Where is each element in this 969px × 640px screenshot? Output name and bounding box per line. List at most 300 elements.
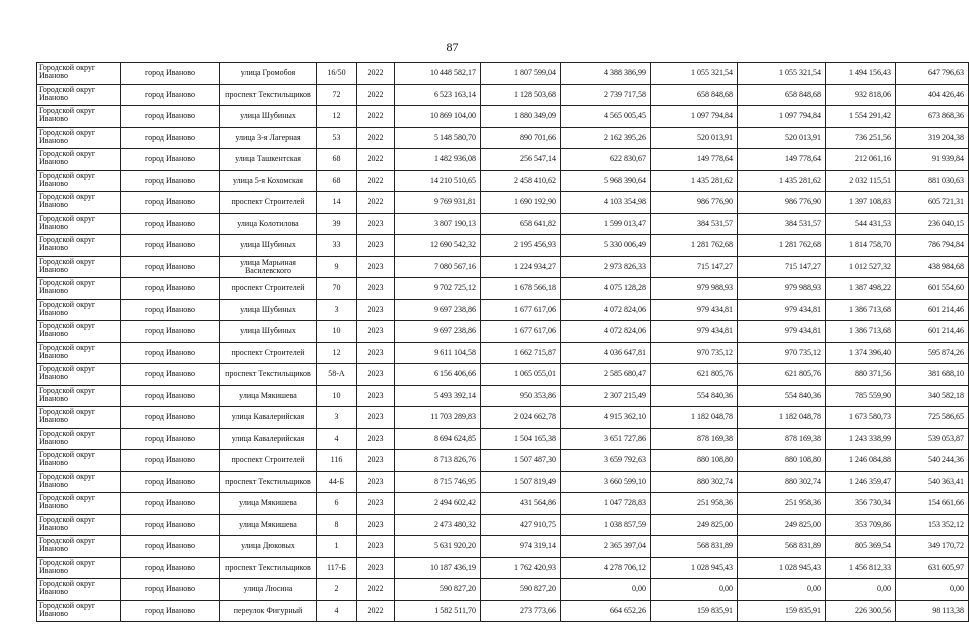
year-cell: 2023 bbox=[357, 364, 395, 386]
amount-col7-cell: 540 363,41 bbox=[896, 471, 969, 493]
amount-col7-cell: 98 113,38 bbox=[896, 600, 969, 622]
amount-col6-cell: 356 730,34 bbox=[826, 493, 896, 515]
amount-col4-cell: 979 988,93 bbox=[651, 278, 738, 300]
city-cell: город Иваново bbox=[121, 600, 220, 622]
amount-col5-cell: 658 848,68 bbox=[738, 84, 826, 106]
street-cell: проспект Строителей bbox=[220, 192, 317, 214]
amount-col3-cell: 622 830,67 bbox=[561, 149, 651, 171]
amount-col5-cell: 1 281 762,68 bbox=[738, 235, 826, 257]
table-row bbox=[37, 536, 969, 558]
total-cost-cell: 9 769 931,81 bbox=[395, 192, 481, 214]
city-cell: город Иваново bbox=[121, 450, 220, 472]
amount-col5-cell: 715 147,27 bbox=[738, 256, 826, 278]
amount-col6-cell: 1 814 758,70 bbox=[826, 235, 896, 257]
table-row bbox=[37, 557, 969, 579]
street-cell: проспект Текстильщиков bbox=[220, 364, 317, 386]
amount-col3-cell: 1 047 728,83 bbox=[561, 493, 651, 515]
table-row bbox=[37, 407, 969, 429]
city-cell: город Иваново bbox=[121, 342, 220, 364]
table-row bbox=[37, 192, 969, 214]
table-row bbox=[37, 149, 969, 171]
district-cell: Городской округ Иваново bbox=[37, 192, 121, 214]
amount-col2-cell: 2 024 662,78 bbox=[481, 407, 561, 429]
amount-col2-cell: 890 701,66 bbox=[481, 127, 561, 149]
year-cell: 2023 bbox=[357, 471, 395, 493]
house-number-cell: 44-Б bbox=[317, 471, 357, 493]
amount-col4-cell: 0,00 bbox=[651, 579, 738, 601]
district-cell: Городской округ Иваново bbox=[37, 106, 121, 128]
district-cell: Городской округ Иваново bbox=[37, 364, 121, 386]
total-cost-cell: 6 523 163,14 bbox=[395, 84, 481, 106]
house-number-cell: 3 bbox=[317, 299, 357, 321]
street-cell: улица Дюковых bbox=[220, 536, 317, 558]
amount-col2-cell: 1 807 599,04 bbox=[481, 63, 561, 85]
district-cell: Городской округ Иваново bbox=[37, 450, 121, 472]
city-cell: город Иваново bbox=[121, 192, 220, 214]
amount-col2-cell: 1 690 192,90 bbox=[481, 192, 561, 214]
amount-col5-cell: 0,00 bbox=[738, 579, 826, 601]
amount-col2-cell: 974 319,14 bbox=[481, 536, 561, 558]
year-cell: 2022 bbox=[357, 170, 395, 192]
table-row bbox=[37, 600, 969, 622]
year-cell: 2022 bbox=[357, 127, 395, 149]
street-cell: улица Шубиных bbox=[220, 299, 317, 321]
total-cost-cell: 1 482 936,08 bbox=[395, 149, 481, 171]
amount-col5-cell: 880 302,74 bbox=[738, 471, 826, 493]
total-cost-cell: 5 493 392,14 bbox=[395, 385, 481, 407]
amount-col2-cell: 2 195 456,93 bbox=[481, 235, 561, 257]
amount-col3-cell: 5 330 006,49 bbox=[561, 235, 651, 257]
city-cell: город Иваново bbox=[121, 364, 220, 386]
amount-col2-cell: 590 827,20 bbox=[481, 579, 561, 601]
amount-col5-cell: 568 831,89 bbox=[738, 536, 826, 558]
amount-col5-cell: 249 825,00 bbox=[738, 514, 826, 536]
amount-col6-cell: 1 374 396,40 bbox=[826, 342, 896, 364]
district-cell: Городской округ Иваново bbox=[37, 600, 121, 622]
amount-col3-cell: 2 739 717,58 bbox=[561, 84, 651, 106]
amount-col4-cell: 568 831,89 bbox=[651, 536, 738, 558]
amount-col5-cell: 979 988,93 bbox=[738, 278, 826, 300]
amount-col3-cell: 4 278 706,12 bbox=[561, 557, 651, 579]
amount-col2-cell: 2 458 410,62 bbox=[481, 170, 561, 192]
amount-col6-cell: 1 494 156,43 bbox=[826, 63, 896, 85]
total-cost-cell: 6 156 406,66 bbox=[395, 364, 481, 386]
table-row bbox=[37, 364, 969, 386]
amount-col6-cell: 1 386 713,68 bbox=[826, 299, 896, 321]
amount-col7-cell: 319 204,38 bbox=[896, 127, 969, 149]
amount-col7-cell: 404 426,46 bbox=[896, 84, 969, 106]
year-cell: 2023 bbox=[357, 256, 395, 278]
year-cell: 2023 bbox=[357, 407, 395, 429]
amount-col4-cell: 520 013,91 bbox=[651, 127, 738, 149]
amount-col4-cell: 979 434,81 bbox=[651, 299, 738, 321]
city-cell: город Иваново bbox=[121, 299, 220, 321]
amount-col3-cell: 2 365 397,04 bbox=[561, 536, 651, 558]
city-cell: город Иваново bbox=[121, 149, 220, 171]
table-row bbox=[37, 235, 969, 257]
total-cost-cell: 2 494 602,42 bbox=[395, 493, 481, 515]
amount-col4-cell: 986 776,90 bbox=[651, 192, 738, 214]
city-cell: город Иваново bbox=[121, 235, 220, 257]
amount-col7-cell: 236 040,15 bbox=[896, 213, 969, 235]
amount-col4-cell: 979 434,81 bbox=[651, 321, 738, 343]
amount-col7-cell: 340 582,18 bbox=[896, 385, 969, 407]
amount-col2-cell: 1 065 055,01 bbox=[481, 364, 561, 386]
amount-col7-cell: 154 661,66 bbox=[896, 493, 969, 515]
total-cost-cell: 2 473 480,32 bbox=[395, 514, 481, 536]
table-row bbox=[37, 299, 969, 321]
amount-col2-cell: 256 547,14 bbox=[481, 149, 561, 171]
amount-col7-cell: 725 586,65 bbox=[896, 407, 969, 429]
amount-col6-cell: 1 243 338,99 bbox=[826, 428, 896, 450]
amount-col3-cell: 0,00 bbox=[561, 579, 651, 601]
house-number-cell: 16/50 bbox=[317, 63, 357, 85]
amount-col2-cell: 1 504 165,38 bbox=[481, 428, 561, 450]
year-cell: 2023 bbox=[357, 514, 395, 536]
house-number-cell: 6 bbox=[317, 493, 357, 515]
district-cell: Городской округ Иваново bbox=[37, 170, 121, 192]
street-cell: улица Шубиных bbox=[220, 106, 317, 128]
housing-repair-table bbox=[36, 62, 969, 622]
amount-col6-cell: 2 032 115,51 bbox=[826, 170, 896, 192]
city-cell: город Иваново bbox=[121, 407, 220, 429]
amount-col6-cell: 736 251,56 bbox=[826, 127, 896, 149]
year-cell: 2023 bbox=[357, 321, 395, 343]
amount-col5-cell: 149 778,64 bbox=[738, 149, 826, 171]
amount-col2-cell: 1 677 617,06 bbox=[481, 299, 561, 321]
table-row bbox=[37, 342, 969, 364]
house-number-cell: 70 bbox=[317, 278, 357, 300]
amount-col7-cell: 381 688,10 bbox=[896, 364, 969, 386]
amount-col7-cell: 786 794,84 bbox=[896, 235, 969, 257]
amount-col5-cell: 986 776,90 bbox=[738, 192, 826, 214]
amount-col7-cell: 673 868,36 bbox=[896, 106, 969, 128]
amount-col3-cell: 1 038 857,59 bbox=[561, 514, 651, 536]
amount-col4-cell: 249 825,00 bbox=[651, 514, 738, 536]
district-cell: Городской округ Иваново bbox=[37, 536, 121, 558]
table-row bbox=[37, 450, 969, 472]
district-cell: Городской округ Иваново bbox=[37, 127, 121, 149]
amount-col2-cell: 950 353,86 bbox=[481, 385, 561, 407]
amount-col2-cell: 1 677 617,06 bbox=[481, 321, 561, 343]
amount-col4-cell: 1 097 794,84 bbox=[651, 106, 738, 128]
amount-col5-cell: 384 531,57 bbox=[738, 213, 826, 235]
table-row bbox=[37, 213, 969, 235]
amount-col3-cell: 1 599 013,47 bbox=[561, 213, 651, 235]
street-cell: улица Мякишева bbox=[220, 514, 317, 536]
amount-col3-cell: 4 036 647,81 bbox=[561, 342, 651, 364]
amount-col5-cell: 1 097 794,84 bbox=[738, 106, 826, 128]
amount-col4-cell: 1 281 762,68 bbox=[651, 235, 738, 257]
amount-col7-cell: 0,00 bbox=[896, 579, 969, 601]
city-cell: город Иваново bbox=[121, 256, 220, 278]
year-cell: 2022 bbox=[357, 600, 395, 622]
house-number-cell: 2 bbox=[317, 579, 357, 601]
amount-col7-cell: 647 796,63 bbox=[896, 63, 969, 85]
amount-col4-cell: 554 840,36 bbox=[651, 385, 738, 407]
table-row bbox=[37, 106, 969, 128]
amount-col4-cell: 621 805,76 bbox=[651, 364, 738, 386]
amount-col6-cell: 805 369,54 bbox=[826, 536, 896, 558]
year-cell: 2023 bbox=[357, 557, 395, 579]
house-number-cell: 12 bbox=[317, 342, 357, 364]
table-row bbox=[37, 170, 969, 192]
amount-col3-cell: 4 072 824,06 bbox=[561, 299, 651, 321]
amount-col4-cell: 384 531,57 bbox=[651, 213, 738, 235]
table-row bbox=[37, 579, 969, 601]
district-cell: Городской округ Иваново bbox=[37, 407, 121, 429]
year-cell: 2023 bbox=[357, 213, 395, 235]
amount-col4-cell: 658 848,68 bbox=[651, 84, 738, 106]
amount-col3-cell: 2 585 680,47 bbox=[561, 364, 651, 386]
amount-col2-cell: 1 128 503,68 bbox=[481, 84, 561, 106]
total-cost-cell: 11 703 289,83 bbox=[395, 407, 481, 429]
amount-col6-cell: 785 559,90 bbox=[826, 385, 896, 407]
amount-col6-cell: 353 709,86 bbox=[826, 514, 896, 536]
district-cell: Городской округ Иваново bbox=[37, 278, 121, 300]
amount-col5-cell: 159 835,91 bbox=[738, 600, 826, 622]
house-number-cell: 33 bbox=[317, 235, 357, 257]
amount-col6-cell: 1 397 108,83 bbox=[826, 192, 896, 214]
amount-col4-cell: 159 835,91 bbox=[651, 600, 738, 622]
amount-col2-cell: 273 773,66 bbox=[481, 600, 561, 622]
city-cell: город Иваново bbox=[121, 84, 220, 106]
amount-col2-cell: 1 880 349,09 bbox=[481, 106, 561, 128]
year-cell: 2023 bbox=[357, 342, 395, 364]
amount-col4-cell: 715 147,27 bbox=[651, 256, 738, 278]
year-cell: 2023 bbox=[357, 299, 395, 321]
year-cell: 2023 bbox=[357, 536, 395, 558]
year-cell: 2023 bbox=[357, 278, 395, 300]
district-cell: Городской округ Иваново bbox=[37, 493, 121, 515]
amount-col5-cell: 1 055 321,54 bbox=[738, 63, 826, 85]
amount-col6-cell: 932 818,06 bbox=[826, 84, 896, 106]
table-row bbox=[37, 84, 969, 106]
city-cell: город Иваново bbox=[121, 557, 220, 579]
street-cell: улица 3-я Лагерная bbox=[220, 127, 317, 149]
district-cell: Городской округ Иваново bbox=[37, 428, 121, 450]
amount-col2-cell: 658 641,82 bbox=[481, 213, 561, 235]
total-cost-cell: 7 080 567,16 bbox=[395, 256, 481, 278]
house-number-cell: 53 bbox=[317, 127, 357, 149]
table-row bbox=[37, 471, 969, 493]
city-cell: город Иваново bbox=[121, 170, 220, 192]
total-cost-cell: 12 690 542,32 bbox=[395, 235, 481, 257]
street-cell: улица Мякишева bbox=[220, 493, 317, 515]
street-cell: улица 5-я Кохомская bbox=[220, 170, 317, 192]
amount-col7-cell: 539 053,87 bbox=[896, 428, 969, 450]
amount-col2-cell: 1 678 566,18 bbox=[481, 278, 561, 300]
amount-col6-cell: 1 386 713,68 bbox=[826, 321, 896, 343]
amount-col5-cell: 979 434,81 bbox=[738, 299, 826, 321]
amount-col6-cell: 1 456 812,33 bbox=[826, 557, 896, 579]
city-cell: город Иваново bbox=[121, 321, 220, 343]
year-cell: 2022 bbox=[357, 84, 395, 106]
amount-col4-cell: 1 028 945,43 bbox=[651, 557, 738, 579]
table-row bbox=[37, 385, 969, 407]
total-cost-cell: 10 869 104,00 bbox=[395, 106, 481, 128]
amount-col4-cell: 1 435 281,62 bbox=[651, 170, 738, 192]
table-row bbox=[37, 514, 969, 536]
street-cell: улица Люсина bbox=[220, 579, 317, 601]
amount-col5-cell: 979 434,81 bbox=[738, 321, 826, 343]
house-number-cell: 8 bbox=[317, 514, 357, 536]
year-cell: 2022 bbox=[357, 63, 395, 85]
total-cost-cell: 5 148 580,70 bbox=[395, 127, 481, 149]
amount-col3-cell: 2 307 215,49 bbox=[561, 385, 651, 407]
amount-col5-cell: 1 435 281,62 bbox=[738, 170, 826, 192]
street-cell: улица Шубиных bbox=[220, 235, 317, 257]
amount-col6-cell: 1 673 580,73 bbox=[826, 407, 896, 429]
district-cell: Городской округ Иваново bbox=[37, 342, 121, 364]
year-cell: 2022 bbox=[357, 579, 395, 601]
year-cell: 2022 bbox=[357, 192, 395, 214]
street-cell: проспект Строителей bbox=[220, 278, 317, 300]
amount-col6-cell: 1 012 527,32 bbox=[826, 256, 896, 278]
total-cost-cell: 9 697 238,86 bbox=[395, 299, 481, 321]
amount-col4-cell: 1 055 321,54 bbox=[651, 63, 738, 85]
amount-col3-cell: 4 565 005,45 bbox=[561, 106, 651, 128]
street-cell: улица Кавалерийская bbox=[220, 428, 317, 450]
district-cell: Городской округ Иваново bbox=[37, 213, 121, 235]
amount-col2-cell: 431 564,86 bbox=[481, 493, 561, 515]
amount-col3-cell: 4 915 362,10 bbox=[561, 407, 651, 429]
amount-col5-cell: 1 028 945,43 bbox=[738, 557, 826, 579]
amount-col5-cell: 880 108,80 bbox=[738, 450, 826, 472]
amount-col7-cell: 153 352,12 bbox=[896, 514, 969, 536]
amount-col7-cell: 601 554,60 bbox=[896, 278, 969, 300]
amount-col3-cell: 3 659 792,63 bbox=[561, 450, 651, 472]
amount-col3-cell: 2 973 826,33 bbox=[561, 256, 651, 278]
district-cell: Городской округ Иваново bbox=[37, 557, 121, 579]
amount-col2-cell: 427 910,75 bbox=[481, 514, 561, 536]
amount-col2-cell: 1 507 819,49 bbox=[481, 471, 561, 493]
amount-col7-cell: 349 170,72 bbox=[896, 536, 969, 558]
district-cell: Городской округ Иваново bbox=[37, 63, 121, 85]
total-cost-cell: 8 694 624,85 bbox=[395, 428, 481, 450]
house-number-cell: 72 bbox=[317, 84, 357, 106]
city-cell: город Иваново bbox=[121, 514, 220, 536]
total-cost-cell: 9 697 238,86 bbox=[395, 321, 481, 343]
total-cost-cell: 10 448 582,17 bbox=[395, 63, 481, 85]
amount-col7-cell: 595 874,26 bbox=[896, 342, 969, 364]
amount-col7-cell: 605 721,31 bbox=[896, 192, 969, 214]
amount-col2-cell: 1 224 934,27 bbox=[481, 256, 561, 278]
district-cell: Городской округ Иваново bbox=[37, 235, 121, 257]
amount-col5-cell: 970 735,12 bbox=[738, 342, 826, 364]
city-cell: город Иваново bbox=[121, 536, 220, 558]
amount-col7-cell: 601 214,46 bbox=[896, 321, 969, 343]
street-cell: улица Марьиная Василевского bbox=[220, 256, 317, 278]
total-cost-cell: 1 582 511,70 bbox=[395, 600, 481, 622]
amount-col2-cell: 1 507 487,30 bbox=[481, 450, 561, 472]
street-cell: улица Шубиных bbox=[220, 321, 317, 343]
amount-col4-cell: 878 169,38 bbox=[651, 428, 738, 450]
amount-col6-cell: 0,00 bbox=[826, 579, 896, 601]
house-number-cell: 10 bbox=[317, 321, 357, 343]
amount-col3-cell: 664 652,26 bbox=[561, 600, 651, 622]
amount-col5-cell: 251 958,36 bbox=[738, 493, 826, 515]
city-cell: город Иваново bbox=[121, 127, 220, 149]
city-cell: город Иваново bbox=[121, 213, 220, 235]
city-cell: город Иваново bbox=[121, 428, 220, 450]
street-cell: проспект Текстильщиков bbox=[220, 557, 317, 579]
amount-col3-cell: 3 660 599,10 bbox=[561, 471, 651, 493]
district-cell: Городской округ Иваново bbox=[37, 321, 121, 343]
amount-col4-cell: 970 735,12 bbox=[651, 342, 738, 364]
amount-col7-cell: 540 244,36 bbox=[896, 450, 969, 472]
street-cell: проспект Строителей bbox=[220, 342, 317, 364]
table-body bbox=[37, 63, 969, 622]
house-number-cell: 9 bbox=[317, 256, 357, 278]
house-number-cell: 58-А bbox=[317, 364, 357, 386]
total-cost-cell: 9 611 104,58 bbox=[395, 342, 481, 364]
amount-col6-cell: 544 431,53 bbox=[826, 213, 896, 235]
amount-col5-cell: 878 169,38 bbox=[738, 428, 826, 450]
amount-col6-cell: 226 300,56 bbox=[826, 600, 896, 622]
total-cost-cell: 10 187 436,19 bbox=[395, 557, 481, 579]
table-row bbox=[37, 127, 969, 149]
amount-col3-cell: 4 388 386,99 bbox=[561, 63, 651, 85]
street-cell: улица Ташкентская bbox=[220, 149, 317, 171]
district-cell: Городской округ Иваново bbox=[37, 579, 121, 601]
street-cell: улица Мякишева bbox=[220, 385, 317, 407]
house-number-cell: 68 bbox=[317, 170, 357, 192]
house-number-cell: 3 bbox=[317, 407, 357, 429]
amount-col7-cell: 438 984,68 bbox=[896, 256, 969, 278]
amount-col4-cell: 880 108,80 bbox=[651, 450, 738, 472]
house-number-cell: 1 bbox=[317, 536, 357, 558]
street-cell: проспект Строителей bbox=[220, 450, 317, 472]
amount-col3-cell: 4 072 824,06 bbox=[561, 321, 651, 343]
house-number-cell: 39 bbox=[317, 213, 357, 235]
district-cell: Городской округ Иваново bbox=[37, 256, 121, 278]
total-cost-cell: 590 827,20 bbox=[395, 579, 481, 601]
year-cell: 2023 bbox=[357, 235, 395, 257]
amount-col6-cell: 212 061,16 bbox=[826, 149, 896, 171]
district-cell: Городской округ Иваново bbox=[37, 84, 121, 106]
year-cell: 2023 bbox=[357, 493, 395, 515]
table-row bbox=[37, 256, 969, 278]
year-cell: 2022 bbox=[357, 149, 395, 171]
amount-col5-cell: 1 182 048,78 bbox=[738, 407, 826, 429]
amount-col3-cell: 2 162 395,26 bbox=[561, 127, 651, 149]
house-number-cell: 68 bbox=[317, 149, 357, 171]
total-cost-cell: 9 702 725,12 bbox=[395, 278, 481, 300]
street-cell: улица Громобоя bbox=[220, 63, 317, 85]
year-cell: 2023 bbox=[357, 450, 395, 472]
total-cost-cell: 8 715 746,95 bbox=[395, 471, 481, 493]
city-cell: город Иваново bbox=[121, 579, 220, 601]
amount-col7-cell: 881 030,63 bbox=[896, 170, 969, 192]
amount-col2-cell: 1 662 715,87 bbox=[481, 342, 561, 364]
city-cell: город Иваново bbox=[121, 278, 220, 300]
street-cell: проспект Текстильщиков bbox=[220, 471, 317, 493]
amount-col4-cell: 1 182 048,78 bbox=[651, 407, 738, 429]
street-cell: проспект Текстильщиков bbox=[220, 84, 317, 106]
city-cell: город Иваново bbox=[121, 63, 220, 85]
table-row bbox=[37, 493, 969, 515]
amount-col5-cell: 621 805,76 bbox=[738, 364, 826, 386]
amount-col5-cell: 554 840,36 bbox=[738, 385, 826, 407]
district-cell: Городской округ Иваново bbox=[37, 149, 121, 171]
city-cell: город Иваново bbox=[121, 106, 220, 128]
amount-col7-cell: 631 605,97 bbox=[896, 557, 969, 579]
amount-col7-cell: 91 939,84 bbox=[896, 149, 969, 171]
district-cell: Городской округ Иваново bbox=[37, 471, 121, 493]
total-cost-cell: 3 807 190,13 bbox=[395, 213, 481, 235]
amount-col7-cell: 601 214,46 bbox=[896, 299, 969, 321]
